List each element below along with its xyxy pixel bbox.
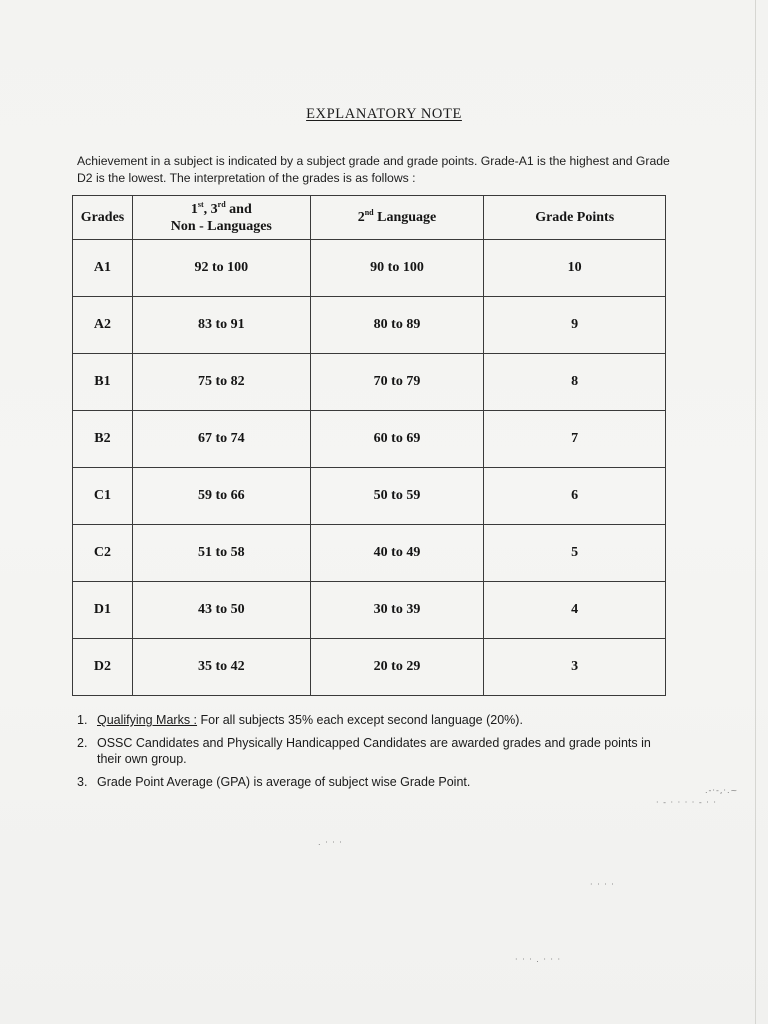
table-header-row: [73, 196, 666, 240]
grade-cell: B1: [73, 354, 133, 411]
intro-paragraph: Achievement in a subject is indicated by a subject grade and grade points. Grade-A1 is the highest and Grade D2 is the lowest. The interpretation of the grades is as follows :: [77, 154, 670, 185]
header-non-languages: 1st, 3rd and Non - Languages: [132, 196, 310, 240]
grade-cell: C2: [73, 525, 133, 582]
non-languages-range-cell: 67 to 74: [132, 411, 310, 468]
header-second-language: 2nd Language: [310, 196, 484, 240]
header-grades: Grades: [73, 196, 133, 240]
grades-table: [72, 195, 666, 696]
grade-points-cell: 8: [484, 354, 666, 411]
non-languages-range-cell: 43 to 50: [132, 582, 310, 639]
table-row: [73, 582, 666, 639]
scan-speckles: · · · . · · ·: [515, 955, 562, 964]
table-row: [73, 297, 666, 354]
note-item: 1. Qualifying Marks : For all subjects 35% each except second language (20%).: [77, 713, 523, 727]
grade-cell: B2: [73, 411, 133, 468]
scan-speckles: . · · ·: [318, 838, 343, 847]
second-language-range-cell: 20 to 29: [310, 639, 484, 696]
grade-points-cell: 10: [484, 240, 666, 297]
scan-speckles: · · · ·: [590, 880, 615, 889]
grade-cell: D2: [73, 639, 133, 696]
grade-points-cell: 4: [484, 582, 666, 639]
grade-cell: A2: [73, 297, 133, 354]
table-row: [73, 354, 666, 411]
second-language-range-cell: 50 to 59: [310, 468, 484, 525]
header-grade-points: Grade Points: [484, 196, 666, 240]
non-languages-range-cell: 92 to 100: [132, 240, 310, 297]
non-languages-range-cell: 59 to 66: [132, 468, 310, 525]
table-row: [73, 411, 666, 468]
note-item: 2. OSSC Candidates and Physically Handicapped Candidates are awarded grades and grade points in their own group.: [77, 736, 651, 766]
non-languages-range-cell: 83 to 91: [132, 297, 310, 354]
table-row: [73, 525, 666, 582]
grade-points-cell: 9: [484, 297, 666, 354]
table-row: [73, 240, 666, 297]
non-languages-range-cell: 35 to 42: [132, 639, 310, 696]
grade-points-cell: 6: [484, 468, 666, 525]
table-row: [73, 468, 666, 525]
grade-points-cell: 7: [484, 411, 666, 468]
non-languages-range-cell: 51 to 58: [132, 525, 310, 582]
second-language-range-cell: 60 to 69: [310, 411, 484, 468]
grade-points-cell: 3: [484, 639, 666, 696]
document-title: EXPLANATORY NOTE: [306, 106, 462, 122]
second-language-range-cell: 90 to 100: [310, 240, 484, 297]
qualifying-marks-label: Qualifying Marks :: [97, 713, 198, 727]
page-edge: [755, 0, 756, 1024]
second-language-range-cell: 80 to 89: [310, 297, 484, 354]
scan-speckles: .-·-,·.~: [705, 786, 739, 795]
second-language-range-cell: 70 to 79: [310, 354, 484, 411]
table-row: [73, 639, 666, 696]
scan-speckles: · - · · · · - · ·: [656, 798, 717, 807]
grade-points-cell: 5: [484, 525, 666, 582]
note-item: 3. Grade Point Average (GPA) is average of subject wise Grade Point.: [77, 775, 471, 789]
second-language-range-cell: 40 to 49: [310, 525, 484, 582]
second-language-range-cell: 30 to 39: [310, 582, 484, 639]
notes-list: [77, 712, 677, 797]
grade-cell: A1: [73, 240, 133, 297]
non-languages-range-cell: 75 to 82: [132, 354, 310, 411]
grade-cell: D1: [73, 582, 133, 639]
grade-cell: C1: [73, 468, 133, 525]
